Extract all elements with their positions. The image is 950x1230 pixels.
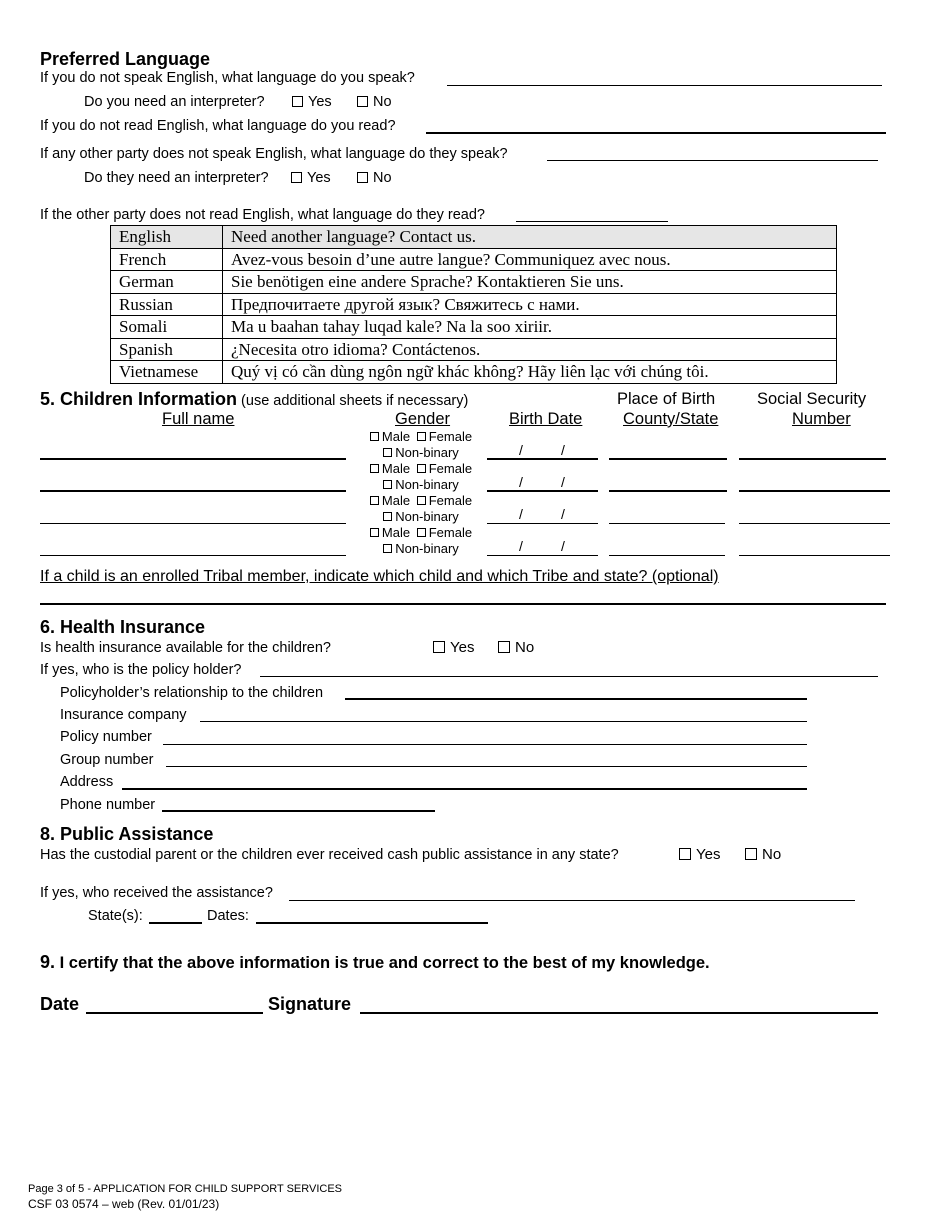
phone-field[interactable] (162, 810, 435, 812)
interpreter-no[interactable] (357, 94, 392, 110)
birth-place-field[interactable] (609, 523, 725, 524)
label-dates: Dates: (207, 908, 249, 924)
section-title-children: 5. Children Information (40, 389, 238, 409)
language-message: Avez-vous besoin d’une autre langue? Communiquez avec nous. (223, 248, 837, 271)
label-speak-language: If you do not speak English, what language do you speak? (40, 70, 415, 86)
footer-form-number: CSF 03 0574 – web (Rev. 01/01/23) (28, 1197, 220, 1211)
col-place-line2: County/State (623, 410, 719, 428)
date-separator: / (519, 506, 523, 522)
no-label: No (373, 94, 392, 110)
date-separator: / (519, 538, 523, 554)
footer-page-info: Page 3 of 5 - APPLICATION FOR CHILD SUPPORT SERVICES (28, 1183, 343, 1195)
nonbinary-label: Non-binary (395, 445, 459, 460)
language-name: Somali (111, 316, 223, 339)
table-row (111, 316, 837, 339)
label-group-number: Group number (60, 752, 154, 768)
language-assistance-table (110, 225, 837, 384)
label-interpreter: Do you need an interpreter? (84, 94, 265, 110)
gender-options (346, 525, 496, 557)
label-insurance-company: Insurance company (60, 707, 187, 723)
tribal-question: If a child is an enrolled Tribal member, indicate which child and which Tribe and state? (optional) (40, 568, 719, 585)
interpreter-yes[interactable] (292, 94, 332, 110)
female-label: Female (428, 429, 473, 444)
female-label: Female (428, 525, 473, 540)
checkbox-icon[interactable] (383, 448, 392, 457)
male-label: Male (381, 525, 411, 540)
date-separator: / (561, 442, 565, 458)
checkbox-icon[interactable] (417, 496, 426, 505)
states-field[interactable] (149, 922, 202, 924)
checkbox-icon[interactable] (417, 432, 426, 441)
date-field[interactable] (86, 1012, 263, 1014)
gender-options (346, 461, 496, 493)
nonbinary-label: Non-binary (395, 509, 459, 524)
checkbox-icon[interactable] (357, 172, 368, 183)
checkbox-icon[interactable] (679, 848, 691, 860)
birth-date-field[interactable] (487, 555, 598, 556)
birth-date-field[interactable] (487, 523, 598, 524)
who-received-field[interactable] (289, 900, 855, 901)
other-speak-field[interactable] (547, 160, 878, 161)
yes-label: Yes (450, 639, 475, 656)
yes-label: Yes (307, 170, 331, 186)
col-birth-date: Birth Date (509, 410, 583, 428)
dates-field[interactable] (256, 922, 488, 924)
birth-place-field[interactable] (609, 555, 725, 556)
language-name: German (111, 271, 223, 294)
assistance-no[interactable] (745, 846, 781, 863)
ssn-field[interactable] (739, 458, 886, 460)
read-language-field[interactable] (426, 132, 886, 134)
child-name-field[interactable] (40, 490, 346, 492)
checkbox-icon[interactable] (370, 464, 379, 473)
label-other-speak: If any other party does not speak English, what language do they speak? (40, 146, 508, 162)
table-row (111, 248, 837, 271)
label-date: Date (40, 994, 80, 1014)
insurance-yes[interactable] (433, 639, 474, 656)
checkbox-icon[interactable] (291, 172, 302, 183)
table-row (111, 338, 837, 361)
label-assistance-received: Has the custodial parent or the children ever received cash public assistance in any state? (40, 847, 619, 863)
table-row (111, 271, 837, 294)
birth-date-field[interactable] (487, 490, 598, 492)
checkbox-icon[interactable] (370, 528, 379, 537)
birth-place-field[interactable] (609, 490, 727, 492)
label-policy-holder: If yes, who is the policy holder? (40, 662, 242, 678)
checkbox-icon[interactable] (383, 544, 392, 553)
date-separator: / (561, 506, 565, 522)
no-label: No (515, 639, 535, 656)
nonbinary-label: Non-binary (395, 477, 459, 492)
language-message: Sie benötigen eine andere Sprache? Kontaktieren Sie uns. (223, 271, 837, 294)
certify-statement (40, 952, 710, 973)
date-separator: / (561, 474, 565, 490)
language-name: Vietnamese (111, 361, 223, 384)
checkbox-icon[interactable] (370, 432, 379, 441)
checkbox-icon[interactable] (357, 96, 368, 107)
other-read-field[interactable] (516, 221, 668, 222)
gender-options (346, 493, 496, 525)
col-place-line1: Place of Birth (617, 390, 716, 408)
no-label: No (762, 846, 782, 863)
label-phone: Phone number (60, 797, 156, 813)
language-message: Предпочитаете другой язык? Свяжитесь с нами. (223, 293, 837, 316)
checkbox-icon[interactable] (383, 512, 392, 521)
language-message: Quý vị có cần dùng ngôn ngữ khác không? Hãy liên lạc với chúng tôi. (223, 361, 837, 384)
ssn-field[interactable] (739, 523, 890, 524)
checkbox-icon[interactable] (417, 464, 426, 473)
language-name: Spanish (111, 338, 223, 361)
date-separator: / (519, 474, 523, 490)
ssn-field[interactable] (739, 490, 890, 492)
relationship-field[interactable] (345, 698, 807, 700)
label-signature: Signature (268, 994, 352, 1014)
col-gender: Gender (395, 410, 451, 428)
label-other-interpreter: Do they need an interpreter? (84, 170, 269, 186)
col-ssn-line2: Number (792, 410, 851, 428)
policy-holder-field[interactable] (260, 676, 878, 677)
section-title-assistance: 8. Public Assistance (40, 824, 214, 844)
other-interpreter-yes[interactable] (291, 170, 331, 186)
tribal-field[interactable] (40, 603, 886, 605)
child-name-field[interactable] (40, 458, 346, 460)
ssn-field[interactable] (739, 555, 890, 556)
language-message: ¿Necesita otro idioma? Contáctenos. (223, 338, 837, 361)
children-header (40, 389, 468, 410)
col-full-name: Full name (162, 410, 235, 428)
signature-field[interactable] (360, 1012, 878, 1014)
date-separator: / (519, 442, 523, 458)
label-other-read: If the other party does not read English, what language do they read? (40, 207, 485, 223)
female-label: Female (428, 493, 473, 508)
gender-options (346, 429, 496, 461)
language-name: English (111, 226, 223, 249)
group-number-field[interactable] (166, 766, 807, 767)
child-name-field[interactable] (40, 523, 346, 524)
label-states: State(s): (88, 908, 143, 924)
male-label: Male (381, 429, 411, 444)
language-name: French (111, 248, 223, 271)
date-separator: / (561, 538, 565, 554)
male-label: Male (381, 493, 411, 508)
checkbox-icon[interactable] (498, 641, 510, 653)
table-row (111, 361, 837, 384)
male-label: Male (381, 461, 411, 476)
yes-label: Yes (696, 846, 721, 863)
checkbox-icon[interactable] (745, 848, 757, 860)
language-message: Need another language? Contact us. (223, 226, 837, 249)
col-ssn-line1: Social Security (757, 390, 867, 408)
checkbox-icon[interactable] (417, 528, 426, 537)
label-relationship: Policyholder’s relationship to the children (60, 685, 324, 701)
checkbox-icon[interactable] (292, 96, 303, 107)
certify-text: I certify that the above information is true and correct to the best of my knowledge. (59, 954, 710, 972)
language-name: Russian (111, 293, 223, 316)
checkbox-icon[interactable] (370, 496, 379, 505)
table-row (111, 226, 837, 249)
section-title-preferred-language: Preferred Language (40, 49, 211, 69)
other-interpreter-no[interactable] (357, 170, 392, 186)
birth-date-field[interactable] (487, 458, 598, 460)
label-read-language: If you do not read English, what language do you read? (40, 118, 396, 134)
language-message: Ma u baahan tahay luqad kale? Na la soo xiriir. (223, 316, 837, 339)
label-policy-number: Policy number (60, 729, 152, 745)
label-insurance-available: Is health insurance available for the children? (40, 640, 331, 656)
certify-number: 9. (40, 952, 56, 972)
label-address: Address (60, 774, 114, 790)
birth-place-field[interactable] (609, 458, 727, 460)
speak-language-field[interactable] (447, 85, 882, 86)
insurance-company-field[interactable] (200, 721, 807, 722)
section-title-health: 6. Health Insurance (40, 617, 206, 637)
label-who-received: If yes, who received the assistance? (40, 885, 273, 901)
policy-number-field[interactable] (163, 744, 807, 745)
yes-label: Yes (308, 94, 332, 110)
female-label: Female (428, 461, 473, 476)
children-note: (use additional sheets if necessary) (241, 393, 469, 409)
nonbinary-label: Non-binary (395, 541, 459, 556)
insurance-no[interactable] (498, 639, 534, 656)
table-row (111, 293, 837, 316)
checkbox-icon[interactable] (433, 641, 445, 653)
assistance-yes[interactable] (679, 846, 720, 863)
no-label: No (373, 170, 392, 186)
address-field[interactable] (122, 788, 807, 790)
child-name-field[interactable] (40, 555, 346, 556)
checkbox-icon[interactable] (383, 480, 392, 489)
